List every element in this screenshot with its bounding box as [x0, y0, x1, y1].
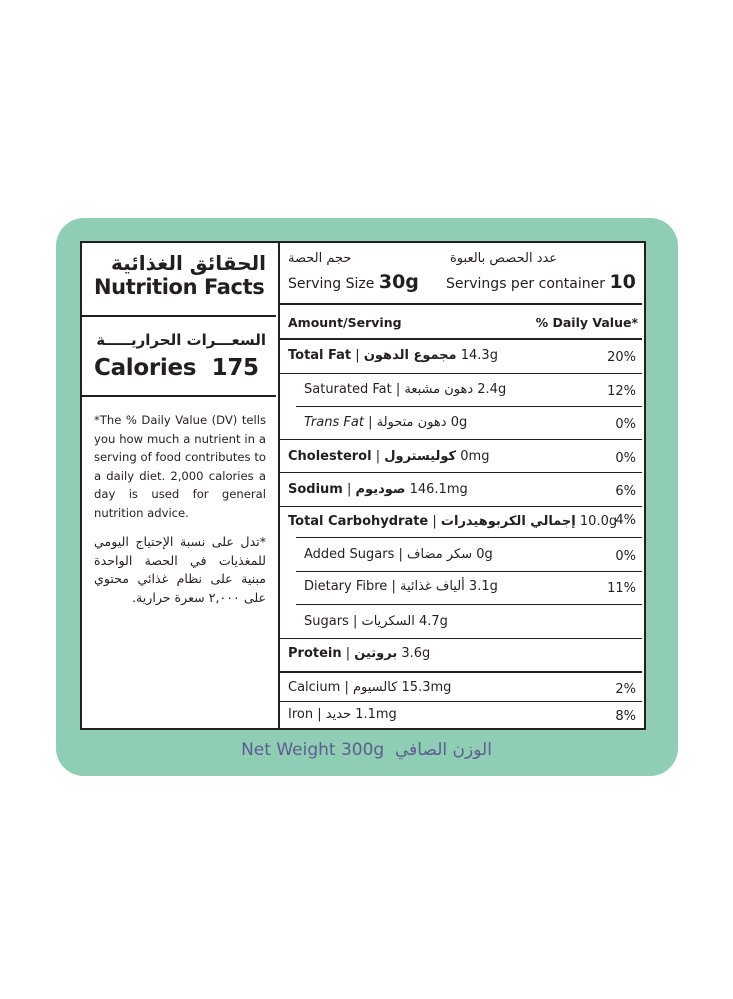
row-divider — [280, 373, 642, 374]
nutrition-panel — [80, 241, 646, 730]
calories-arabic: السعـــرات الحراريـــــة — [96, 331, 266, 349]
nutrient-daily-value: 4% — [615, 513, 636, 528]
right-column — [280, 243, 644, 728]
protein-divider — [280, 671, 642, 673]
nutrient-label: Trans Fat — [304, 415, 364, 430]
nutrient-label-arabic: ألياف غذائية — [399, 579, 465, 594]
daily-value-header: % Daily Value* — [535, 315, 638, 330]
nutrient-amount: 3.6g — [401, 646, 431, 661]
nutrient-daily-value: 0% — [615, 549, 636, 564]
nutrient-row-sodium: Sodium | صوديوم 146.1mg 6% — [288, 482, 636, 499]
nutrient-label: Protein — [288, 646, 342, 661]
nutrient-row-iron: Iron | حديد 1.1mg 8% — [288, 707, 636, 724]
title-english: Nutrition Facts — [94, 275, 265, 299]
nutrient-amount: 10.0g — [579, 514, 618, 529]
row-divider — [280, 472, 642, 473]
nutrient-amount: 0mg — [460, 449, 490, 464]
servings-per-container — [446, 271, 636, 293]
nutrient-label-arabic: دهون متحولة — [376, 415, 447, 430]
nutrient-row-dietary-fibre: Dietary Fibre | ألياف غذائية 3.1g 11% — [304, 579, 636, 596]
net-weight — [0, 740, 733, 760]
nutrient-amount: 14.3g — [460, 348, 498, 363]
row-divider — [296, 537, 642, 538]
nutrient-label: Cholesterol — [288, 449, 372, 464]
servings-per-container-label: Servings per container — [446, 276, 605, 292]
serving-size-value: 30g — [378, 271, 419, 293]
footnote-english: *The % Daily Value (DV) tells you how much a nutrient in a serving of food contributes to a daily diet. 2,000 calories a day is used for general nutrition advice. — [94, 413, 266, 520]
calories-divider — [82, 395, 276, 397]
nutrient-label-arabic: دهون مشبعة — [404, 382, 474, 397]
header-divider — [280, 338, 642, 340]
serving-size-label: Serving Size — [288, 276, 375, 292]
nutrient-row-trans-fat: Trans Fat | دهون متحولة 0g 0% — [304, 415, 636, 432]
row-divider — [280, 439, 642, 440]
title-arabic: الحقائق الغذائية — [110, 251, 266, 275]
nutrient-label: Added Sugars — [304, 547, 395, 562]
nutrient-amount: 1.1mg — [355, 707, 397, 722]
nutrient-daily-value: 0% — [615, 451, 636, 466]
nutrient-amount: 15.3mg — [401, 680, 452, 695]
nutrient-amount: 2.4g — [477, 382, 507, 397]
calories-line — [94, 355, 259, 381]
nutrient-label: Total Carbohydrate — [288, 514, 429, 529]
row-divider — [280, 701, 642, 702]
nutrient-label: Sodium — [288, 482, 343, 497]
nutrient-label: Iron — [288, 707, 314, 722]
nutrient-label: Calcium — [288, 680, 341, 695]
nutrient-amount: 4.7g — [418, 614, 448, 629]
nutrient-label: Dietary Fibre — [304, 579, 388, 594]
nutrient-label-arabic: إجمالي الكربوهيدرات — [440, 514, 576, 529]
nutrient-label: Total Fat — [288, 348, 352, 363]
serving-size-arabic: حجم الحصة — [288, 251, 352, 266]
nutrient-row-protein: Protein | بروتين 3.6g — [288, 646, 431, 661]
nutrient-amount: 0g — [476, 547, 493, 562]
nutrient-label-arabic: سكر مضاف — [407, 547, 473, 562]
nutrient-daily-value: 20% — [607, 350, 636, 365]
nutrient-row-saturated-fat: Saturated Fat | دهون مشبعة 2.4g 12% — [304, 382, 636, 399]
net-weight-arabic: الوزن الصافي — [395, 740, 492, 760]
nutrient-label: Saturated Fat — [304, 382, 392, 397]
row-divider — [296, 604, 642, 605]
nutrient-row-sugars: Sugars | السكريات 4.7g — [304, 614, 448, 629]
nutrient-amount: 146.1mg — [409, 482, 468, 497]
nutrient-daily-value: 11% — [607, 581, 636, 596]
nutrient-label-arabic: حديد — [325, 707, 352, 722]
calories-label: Calories — [94, 355, 197, 381]
row-divider — [280, 506, 642, 507]
nutrient-amount: 3.1g — [468, 579, 498, 594]
serving-size — [288, 271, 419, 293]
nutrient-daily-value: 12% — [607, 384, 636, 399]
nutrient-label-arabic: كالسيوم — [352, 680, 398, 695]
nutrient-label-arabic: السكريات — [361, 614, 415, 629]
nutrient-label-arabic: بروتين — [354, 646, 398, 661]
nutrient-daily-value: 0% — [615, 417, 636, 432]
row-divider — [296, 571, 642, 572]
nutrient-daily-value: 6% — [615, 484, 636, 499]
nutrient-label-arabic: مجموع الدهون — [363, 348, 457, 363]
nutrient-amount: 0g — [450, 415, 468, 430]
row-divider — [280, 638, 642, 639]
title-divider — [82, 315, 276, 317]
servings-per-container-arabic: عدد الحصص بالعبوة — [450, 251, 558, 266]
serving-divider — [280, 303, 642, 305]
nutrient-label: Sugars — [304, 614, 349, 629]
nutrient-row-added-sugars: Added Sugars | سكر مضاف 0g 0% — [304, 547, 636, 564]
footnote-arabic: *تدل على نسبة الإحتياج اليومي للمغذيات في الحصة الواحدة مبنية على نظام غذائي محتوي على ٢,٠٠٠ سعرة حرارية. — [94, 534, 266, 605]
nutrient-label-arabic: كوليسترول — [384, 449, 457, 464]
net-weight-english: Net Weight 300g — [241, 740, 385, 760]
nutrient-row-total-carbohydrate: Total Carbohydrate | إجمالي الكربوهيدرات 10.0g 4% — [288, 513, 636, 529]
nutrient-daily-value: 8% — [615, 709, 636, 724]
nutrient-row-cholesterol: Cholesterol | كوليسترول 0mg 0% — [288, 449, 636, 466]
row-divider — [296, 406, 642, 407]
nutrient-row-total-fat: Total Fat | مجموع الدهون 14.3g 20% — [288, 348, 636, 365]
nutrient-daily-value: 2% — [615, 682, 636, 697]
amount-per-serving-header: Amount/Serving — [288, 315, 402, 330]
calories-value: 175 — [211, 355, 259, 381]
nutrient-label-arabic: صوديوم — [355, 482, 406, 497]
nutrient-row-calcium: Calcium | كالسيوم 15.3mg 2% — [288, 680, 636, 697]
left-column — [82, 243, 280, 728]
servings-per-container-value: 10 — [609, 271, 636, 293]
